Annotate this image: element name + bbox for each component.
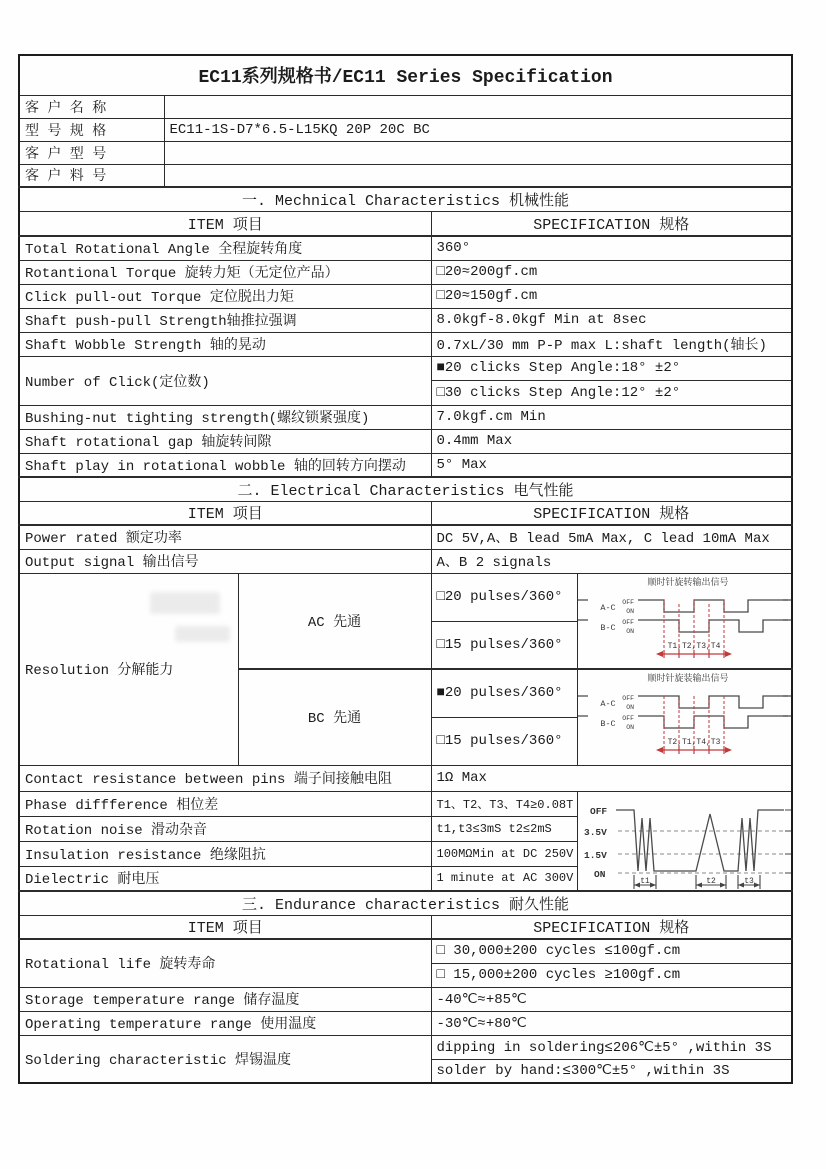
t-interval-labels: T2,T1,T4,T3: [667, 738, 720, 747]
row-spec: -40℃≈+85℃: [431, 987, 792, 1011]
row-item: Shaft rotational gap 轴旋转间隙: [19, 429, 431, 453]
off-label: OFF: [621, 695, 634, 702]
row-item: Storage temperature range 储存温度: [19, 987, 431, 1011]
row-item-rotational-life: Rotational life 旋转寿命: [19, 939, 431, 987]
row-item-number-of-click: Number of Click(定位数): [19, 356, 431, 405]
v15-level-label: 1.5V: [583, 849, 607, 861]
row-spec: 8.0kgf-8.0kgf Min at 8sec: [431, 308, 792, 332]
resolution-bc-option-15: □15 pulses/360°: [431, 717, 577, 765]
click-option-20: ■20 clicks Step Angle:18° ±2°: [431, 356, 792, 380]
off-label: OFF: [621, 715, 634, 722]
clockwise-output-waveform: [578, 574, 793, 670]
row-item: Insulation resistance 绝缘阻抗: [19, 841, 431, 866]
row-item: Total Rotational Angle 全程旋转角度: [19, 236, 431, 260]
trace-a-label: A-C: [599, 602, 616, 613]
waveform-counterclockwise-cell: [577, 669, 792, 765]
elec-spec-header: SPECIFICATION 规格: [431, 501, 792, 525]
resolution-bc-label: BC 先通: [238, 669, 431, 765]
elec-item-header: ITEM 项目: [19, 501, 431, 525]
resolution-ac-option-20: □20 pulses/360°: [431, 573, 577, 621]
click-option-30: □30 clicks Step Angle:12° ±2°: [431, 380, 792, 405]
t2-label: t2: [705, 876, 716, 886]
resolution-ac-option-15: □15 pulses/360°: [431, 621, 577, 669]
row-item: Shaft play in rotational wobble 轴的回转方向摆动: [19, 453, 431, 477]
row-item: Power rated 额定功率: [19, 525, 431, 549]
row-item: Rotation noise 滑动杂音: [19, 816, 431, 841]
customer-part-value: [164, 164, 792, 187]
row-item: Rotantional Torque 旋转力矩（无定位产品）: [19, 260, 431, 284]
row-spec: 1 minute at AC 300V: [431, 866, 577, 891]
on-label: ON: [625, 627, 634, 635]
on-label: ON: [625, 704, 634, 711]
row-item: Bushing-nut tighting strength(螺纹锁紧强度): [19, 405, 431, 429]
customer-model-label: 客 户 型 号: [19, 141, 164, 164]
life-option-30000: □ 30,000±200 cycles ≤100gf.cm: [431, 939, 792, 963]
row-spec: 5° Max: [431, 453, 792, 477]
customer-name-label: 客 户 名 称: [19, 95, 164, 118]
row-item: Output signal 输出信号: [19, 549, 431, 573]
customer-name-value: [164, 95, 792, 118]
resolution-bc-option-20: ■20 pulses/360°: [431, 669, 577, 717]
resolution-ac-label: AC 先通: [238, 573, 431, 669]
waveform-title: 顺时针旋转输出信号: [646, 577, 729, 588]
t-interval-labels: T1,T2,T3,T4: [667, 641, 720, 651]
row-spec: 360°: [431, 236, 792, 260]
trace-b: [638, 620, 788, 632]
solder-dipping-spec: dipping in soldering≤206℃±5° ,within 3S: [431, 1035, 792, 1059]
section-endurance-title: 三. Endurance characteristics 耐久性能: [19, 891, 792, 915]
row-item: Shaft Wobble Strength 轴的晃动: [19, 332, 431, 356]
row-spec: 100MΩMin at DC 250V: [431, 841, 577, 866]
mech-item-header: ITEM 项目: [19, 211, 431, 236]
waveform-clockwise-cell: [577, 573, 792, 669]
row-item: Operating temperature range 使用温度: [19, 1011, 431, 1035]
on-label: ON: [625, 607, 634, 615]
model-spec-label: 型 号 规 格: [19, 118, 164, 141]
row-spec: 0.7xL/30 mm P-P max L:shaft length(轴长): [431, 332, 792, 356]
row-spec: 0.4mm Max: [431, 429, 792, 453]
row-spec: A、B 2 signals: [431, 549, 792, 573]
document-title: EC11系列规格书/EC11 Series Specification: [19, 55, 792, 95]
row-spec: □20≈200gf.cm: [431, 260, 792, 284]
t3-label: t3: [743, 876, 754, 886]
trace-a: [638, 696, 788, 708]
row-spec: t1,t3≤3mS t2≤2mS: [431, 816, 577, 841]
switching-noise-waveform: [578, 792, 793, 892]
v35-level-label: 3.5V: [583, 826, 607, 838]
row-item-soldering: Soldering characteristic 焊锡温度: [19, 1035, 431, 1083]
t1-label: t1: [639, 876, 650, 886]
off-label: OFF: [621, 598, 634, 606]
row-spec: DC 5V,A、B lead 5mA Max, C lead 10mA Max: [431, 525, 792, 549]
trace-b-label: B-C: [599, 719, 616, 729]
section-electrical-title: 二. Electrical Characteristics 电气性能: [19, 477, 792, 501]
section-mechanical-title: 一. Mechnical Characteristics 机械性能: [19, 187, 792, 211]
endur-item-header: ITEM 项目: [19, 915, 431, 939]
row-spec: -30℃≈+80℃: [431, 1011, 792, 1035]
row-spec: T1、T2、T3、T4≥0.08T: [431, 791, 577, 816]
row-item: Contact resistance between pins 端子间接触电阻: [19, 765, 431, 791]
on-label: ON: [625, 724, 634, 731]
row-spec: □20≈150gf.cm: [431, 284, 792, 308]
on-level-label: ON: [593, 868, 605, 880]
off-level-label: OFF: [589, 805, 607, 817]
counterclockwise-output-waveform: [578, 670, 793, 765]
mech-spec-header: SPECIFICATION 规格: [431, 211, 792, 236]
trace-a-label: A-C: [599, 699, 616, 709]
trace-a: [638, 600, 788, 612]
endur-spec-header: SPECIFICATION 规格: [431, 915, 792, 939]
noise-trace: [616, 810, 784, 871]
spec-sheet-table: [18, 54, 793, 1084]
trace-b: [638, 716, 788, 728]
waveform-title: 顺时针旋装输出信号: [646, 674, 729, 684]
customer-model-value: [164, 141, 792, 164]
row-item: Phase diffference 相位差: [19, 791, 431, 816]
row-item-resolution: Resolution 分解能力: [19, 573, 238, 765]
bounce-waveform-cell: [577, 791, 792, 891]
row-spec: 1Ω Max: [431, 765, 792, 791]
row-item: Click pull-out Torque 定位脱出力矩: [19, 284, 431, 308]
row-item: Shaft push-pull Strength轴推拉强调: [19, 308, 431, 332]
row-spec: 7.0kgf.cm Min: [431, 405, 792, 429]
row-item: Dielectric 耐电压: [19, 866, 431, 891]
trace-b-label: B-C: [599, 622, 616, 633]
solder-hand-spec: solder by hand:≤300℃±5° ,within 3S: [431, 1059, 792, 1083]
off-label: OFF: [621, 618, 634, 626]
life-option-15000: □ 15,000±200 cycles ≥100gf.cm: [431, 963, 792, 987]
model-spec-value: EC11-1S-D7*6.5-L15KQ 20P 20C BC: [164, 118, 792, 141]
customer-part-label: 客 户 料 号: [19, 164, 164, 187]
